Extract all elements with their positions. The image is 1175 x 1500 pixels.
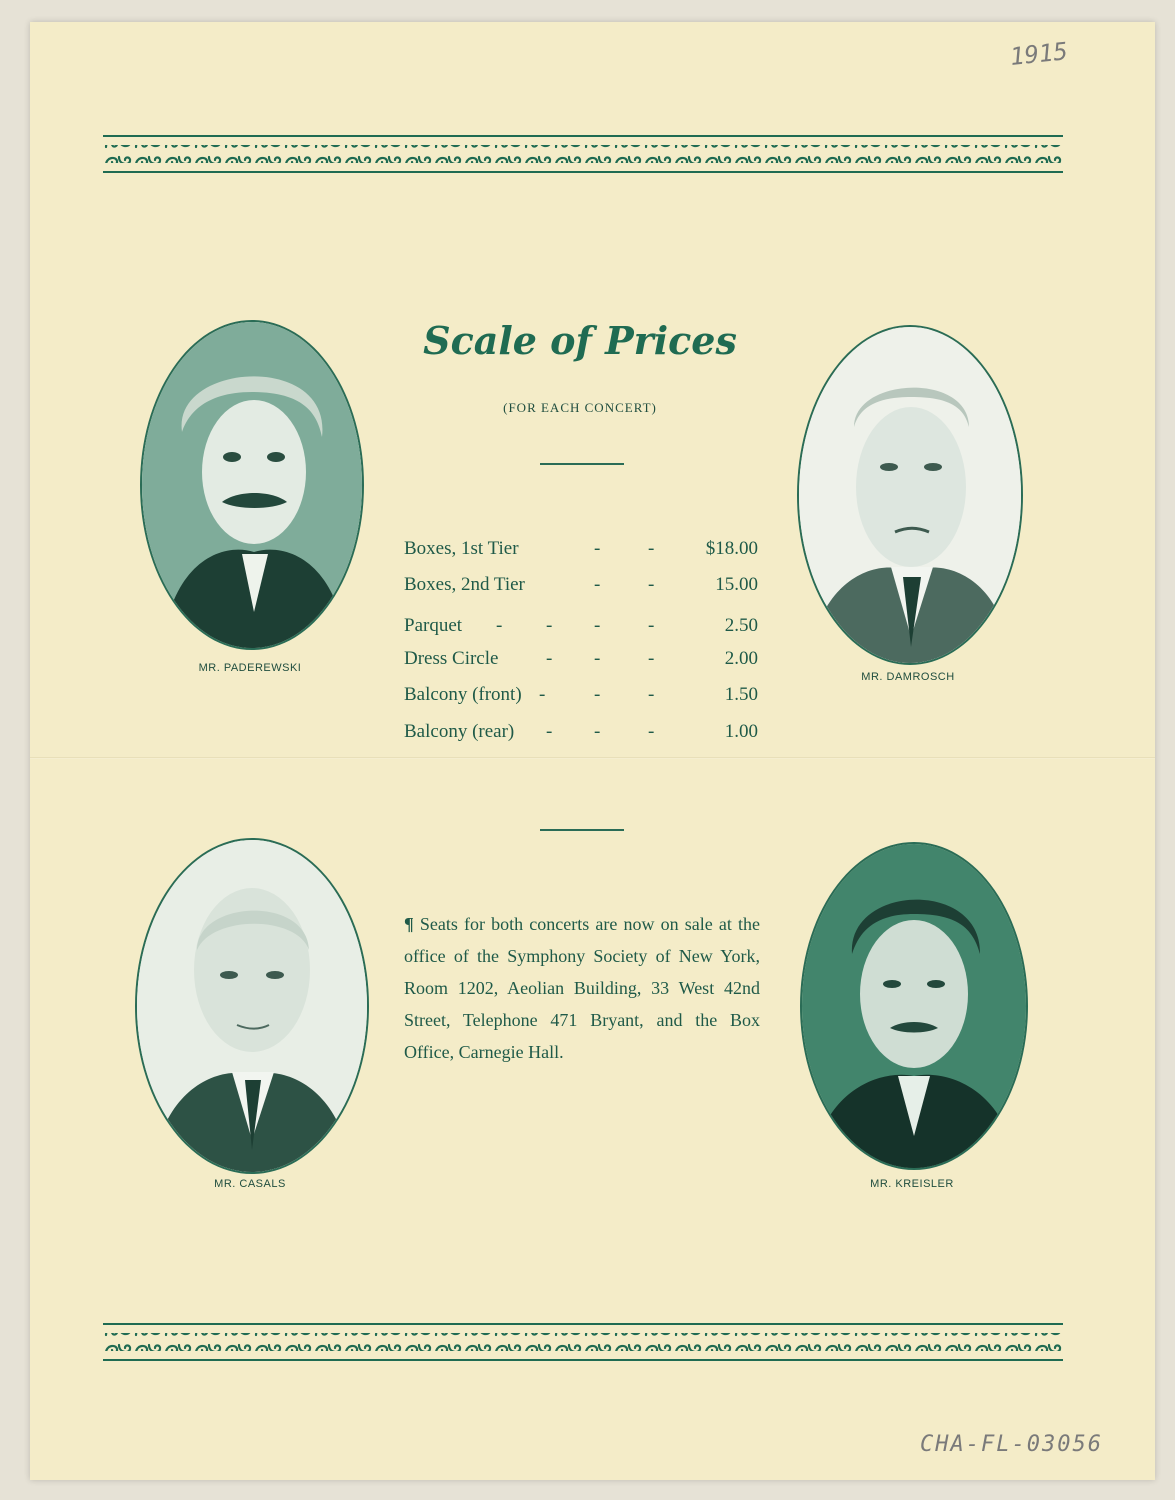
pilcrow-mark: ¶ (404, 914, 414, 934)
divider-rule-bottom (540, 829, 624, 831)
leader-dash: - (594, 648, 601, 669)
fold-crease (30, 757, 1155, 759)
portrait-photo (135, 838, 369, 1174)
price-row (404, 684, 758, 710)
bottom-ornamental-border (103, 1322, 1063, 1362)
top-ornamental-border (103, 134, 1063, 174)
ticket-sale-notice (404, 908, 760, 1068)
price-row (404, 615, 758, 641)
portrait-photo (797, 325, 1023, 665)
portrait-caption: MR. DAMROSCH (861, 671, 955, 683)
price-amount: 1.50 (724, 684, 758, 705)
price-row (404, 721, 758, 747)
price-label: Dress Circle (404, 648, 499, 669)
portrait-caption: MR. KREISLER (870, 1178, 954, 1190)
leader-dash: - (594, 574, 601, 595)
leader-dash: - (648, 684, 655, 705)
price-amount: $18.00 (705, 538, 758, 559)
leader-dash: - (546, 648, 553, 669)
leader-dash: - (594, 538, 601, 559)
price-row (404, 648, 758, 674)
leader-dash: - (648, 538, 655, 559)
leader-dash: - (648, 721, 655, 742)
price-amount: 2.00 (724, 648, 758, 669)
pencil-catalog-number: CHA-FL-03056 (920, 1432, 1103, 1457)
portrait-caption: MR. PADEREWSKI (198, 662, 302, 674)
leader-dash: - (546, 615, 553, 636)
portrait-caption: MR. CASALS (214, 1178, 286, 1190)
leader-dash: - (546, 721, 553, 742)
leader-dash: - (648, 615, 655, 636)
price-row (404, 538, 758, 564)
kreisler-photo-icon (802, 844, 1026, 1168)
price-label: Parquet (404, 615, 463, 636)
flyer-sheet (30, 22, 1155, 1480)
portrait-photo (800, 842, 1028, 1170)
leader-dash: - (648, 648, 655, 669)
divider-rule-top (540, 463, 624, 465)
leader-dash: - (648, 574, 655, 595)
notice-text: Seats for both concerts are now on sale at the office of the Symphony Society of New York, Room 1202, Aeolian Building, 33 West 42nd Street, Telephone 471 Bryant, and the Box Office, Carnegie Hall. (404, 914, 761, 1062)
leader-dash: - (594, 721, 601, 742)
price-label: Balcony (front) (404, 684, 522, 705)
price-label: Boxes, 2nd Tier (404, 574, 525, 595)
pencil-year: 1915 (1008, 37, 1070, 71)
leader-dash: - (594, 615, 601, 636)
page-subtitle: (FOR EACH CONCERT) (503, 400, 657, 415)
damrosch-photo-icon (799, 327, 1021, 663)
price-amount: 15.00 (715, 574, 758, 595)
leader-dash: - (496, 615, 503, 636)
paderewski-photo-icon (142, 322, 362, 648)
leader-dash: - (539, 684, 546, 705)
page-title: Scale of Prices (423, 318, 737, 363)
price-amount: 2.50 (724, 615, 758, 636)
price-amount: 1.00 (724, 721, 758, 742)
leader-dash: - (594, 684, 601, 705)
price-label: Balcony (rear) (404, 721, 515, 742)
portrait-photo (140, 320, 364, 650)
price-row (404, 574, 758, 600)
price-label: Boxes, 1st Tier (404, 538, 519, 559)
casals-photo-icon (137, 840, 367, 1172)
